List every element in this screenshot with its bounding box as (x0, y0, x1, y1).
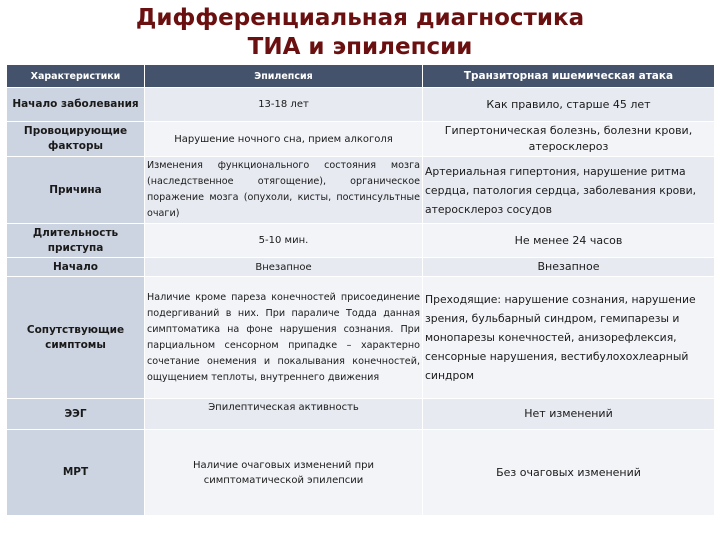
title-line-2: ТИА и эпилепсии (247, 34, 473, 60)
header-tia: Транзиторная ишемическая атака (423, 65, 715, 88)
epilepsy-cell: 5-10 мин. (145, 224, 423, 258)
epilepsy-cell: Изменения функционального состояния мозга (наследственное отягощение), органическое поражение мозга (опухоли, кисты, постинсультные очаги) (145, 157, 423, 224)
tia-cell: Внезапное (423, 258, 715, 277)
tia-cell: Артериальная гипертония, нарушение ритма сердца, патология сердца, заболевания крови, атеросклероз сосудов (423, 157, 715, 224)
table-row (7, 122, 715, 157)
table-row (7, 399, 715, 430)
header-epilepsy: Эпилепсия (145, 65, 423, 88)
row-label: ЭЭГ (7, 399, 145, 430)
row-label: Причина (7, 157, 145, 224)
row-label: Начало заболевания (7, 88, 145, 122)
table-row (7, 224, 715, 258)
table-row (7, 88, 715, 122)
epilepsy-cell: Наличие очаговых изменений при симптоматической эпилепсии (145, 430, 423, 516)
comparison-table (6, 64, 715, 516)
header-row (7, 65, 715, 88)
row-label: Начало (7, 258, 145, 277)
epilepsy-cell: Внезапное (145, 258, 423, 277)
row-label: МРТ (7, 430, 145, 516)
tia-cell: Как правило, старше 45 лет (423, 88, 715, 122)
title-line-1: Дифференциальная диагностика (135, 5, 585, 31)
page-title (0, 4, 720, 62)
tia-cell: Не менее 24 часов (423, 224, 715, 258)
epilepsy-cell: Наличие кроме пареза конечностей присоединение подергиваний в них. При параличе Тодда данная симптоматика на фоне нарушения сознания. При парциальном сенсорном припадке – характерно сочетание онемения и покалывания конечностей, ощущением теплоты, внутреннего движения (145, 277, 423, 399)
row-label: Сопутствующие симптомы (7, 277, 145, 399)
tia-cell: Без очаговых изменений (423, 430, 715, 516)
epilepsy-cell: Нарушение ночного сна, прием алкоголя (145, 122, 423, 157)
table-row (7, 277, 715, 399)
header-characteristics: Характеристики (7, 65, 145, 88)
row-label: Провоцирующие факторы (7, 122, 145, 157)
table-row (7, 430, 715, 516)
tia-cell: Преходящие: нарушение сознания, нарушение зрения, бульбарный синдром, гемипарезы и монопарезы конечностей, анизорефлексия, сенсорные нарушения, вестибулохохлеарный синдром (423, 277, 715, 399)
table-row (7, 157, 715, 224)
row-label: Длительность приступа (7, 224, 145, 258)
epilepsy-cell: Эпилептическая активность (145, 399, 423, 430)
epilepsy-cell: 13-18 лет (145, 88, 423, 122)
tia-cell: Гипертоническая болезнь, болезни крови, атеросклероз (423, 122, 715, 157)
tia-cell: Нет изменений (423, 399, 715, 430)
table-row (7, 258, 715, 277)
